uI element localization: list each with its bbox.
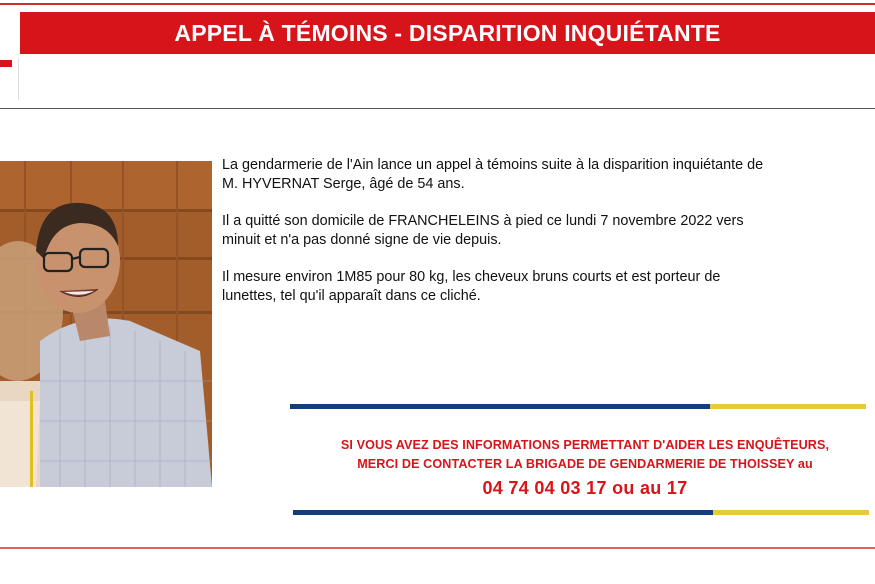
paragraph-2-line-2: minuit et n'a pas donné signe de vie depuis. <box>222 232 502 248</box>
decorative-stripe-bottom <box>293 510 869 515</box>
header-box <box>0 54 875 109</box>
paragraph-3-line-1: Il mesure environ 1M85 pour 80 kg, les cheveux bruns courts et est porteur de <box>222 269 721 285</box>
paragraph-disappearance <box>222 156 875 194</box>
stripe-blue-segment <box>293 510 713 515</box>
contact-phone-number: 04 74 04 03 17 ou au 17 <box>482 478 688 498</box>
red-tab-marker <box>0 60 12 67</box>
contact-notice <box>300 436 870 499</box>
bottom-frame <box>0 549 875 584</box>
contact-line-2: MERCI DE CONTACTER LA BRIGADE DE GENDARMERIE DE THOISSEY au <box>357 457 813 471</box>
paragraph-3-line-2: lunettes, tel qu'il apparaît dans ce cliché. <box>222 288 481 304</box>
paragraph-departure <box>222 212 875 250</box>
alert-banner <box>20 12 875 54</box>
paragraph-2-line-1: Il a quitté son domicile de FRANCHELEINS à pied ce lundi 7 novembre 2022 vers <box>222 213 744 229</box>
banner-title: APPEL À TÉMOINS - DISPARITION INQUIÉTANTE <box>174 19 721 46</box>
stripe-yellow-segment <box>710 404 866 409</box>
stripe-blue-segment <box>290 404 710 409</box>
top-border-line <box>0 3 875 5</box>
paragraph-1-line-1: La gendarmerie de l'Ain lance un appel à témoins suite à la disparition inquiétante de <box>222 157 764 173</box>
description-text <box>222 156 875 324</box>
decorative-stripe-top <box>290 404 866 409</box>
paragraph-1-line-2: M. HYVERNAT Serge, âgé de 54 ans. <box>222 176 465 192</box>
paragraph-description <box>222 268 875 306</box>
stripe-yellow-segment <box>713 510 869 515</box>
missing-person-photo <box>0 161 212 487</box>
contact-line-1: SI VOUS AVEZ DES INFORMATIONS PERMETTANT D'AIDER LES ENQUÊTEURS, <box>340 438 830 452</box>
